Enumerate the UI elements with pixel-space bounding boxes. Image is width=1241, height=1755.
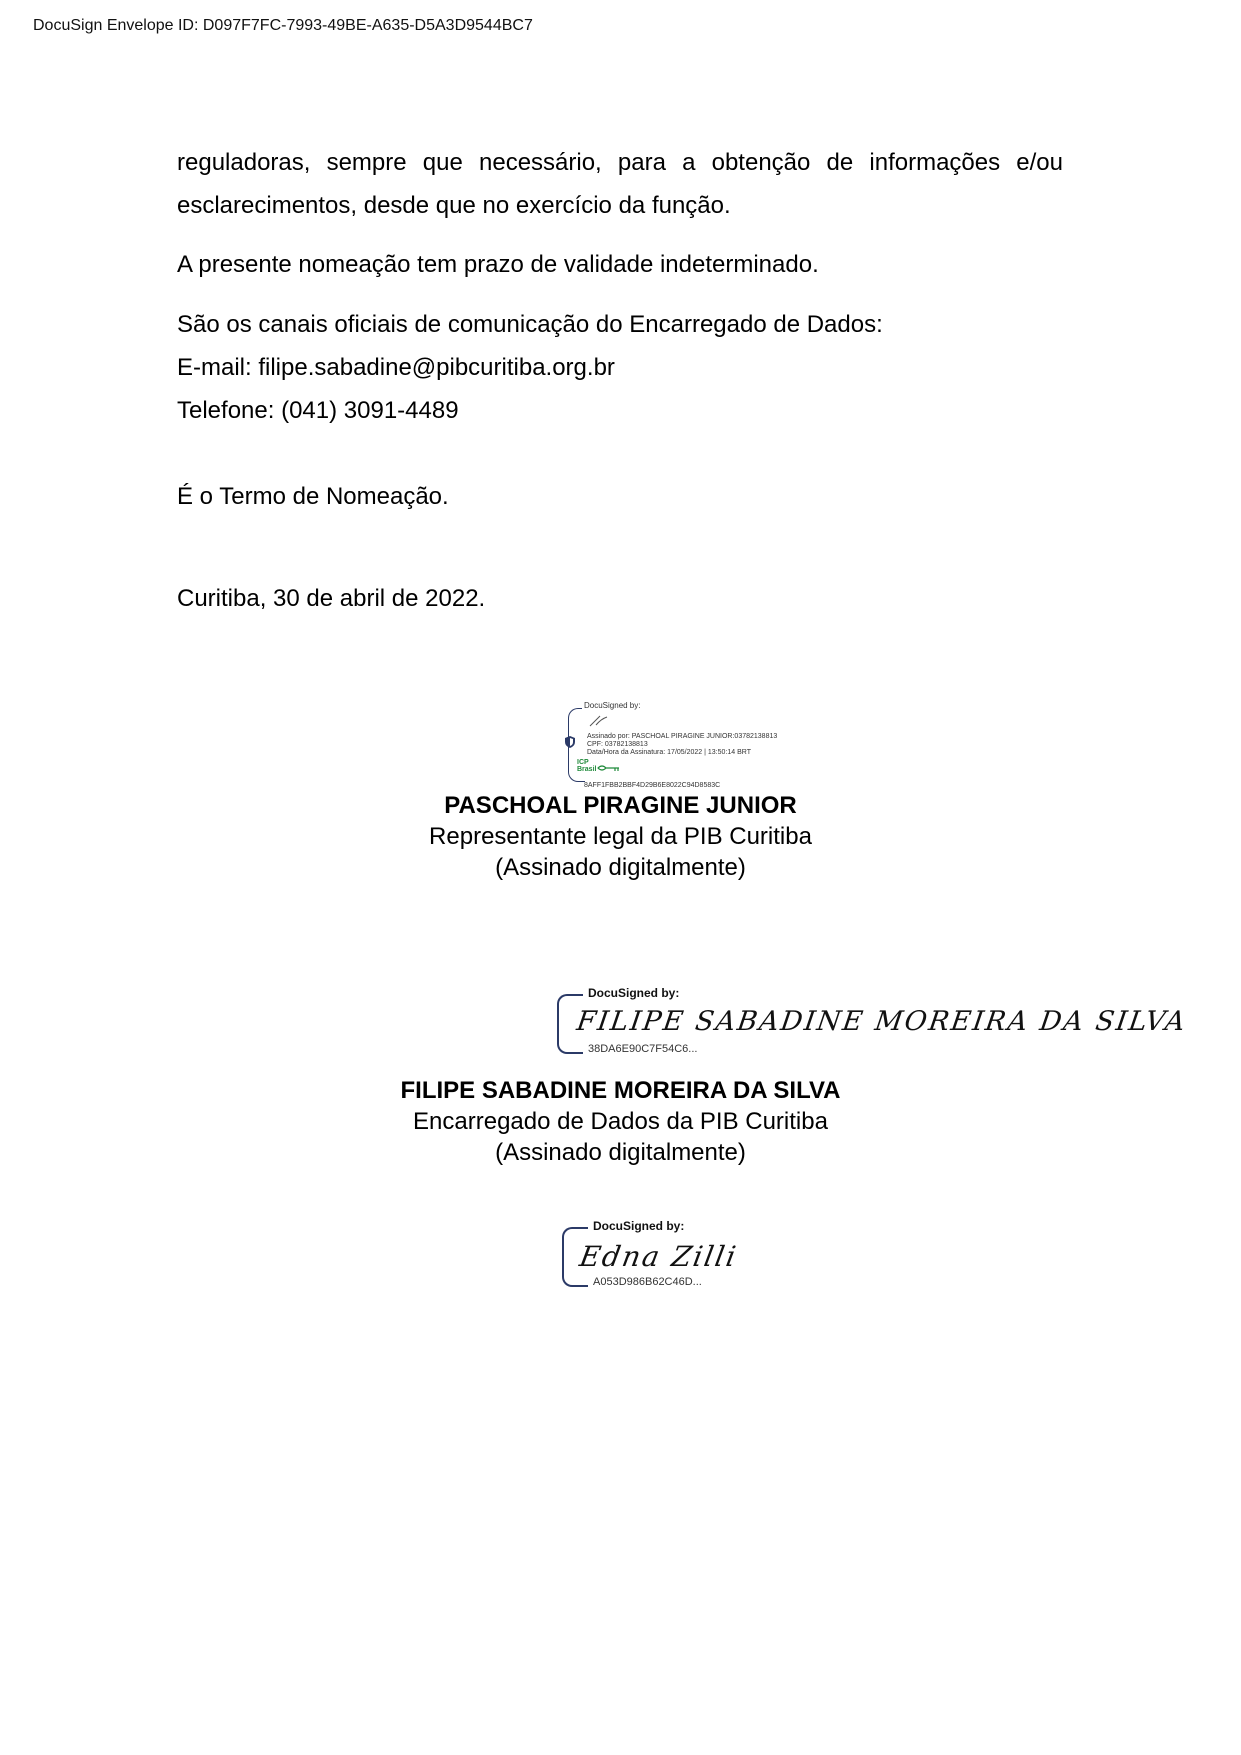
signatory-name: PASCHOAL PIRAGINE JUNIOR <box>444 792 797 819</box>
envelope-id: DocuSign Envelope ID: D097F7FC-7993-49BE-A635-D5A3D9544BC7 <box>33 17 533 34</box>
signatory-note: (Assinado digitalmente) <box>495 854 746 881</box>
signatory-name: FILIPE SABADINE MOREIRA DA SILVA <box>400 1077 841 1104</box>
signatory-paschoal <box>0 790 1241 883</box>
signature-stamp-edna <box>560 1219 760 1289</box>
docusigned-label: DocuSigned by: <box>585 986 682 1000</box>
icp-brasil-logo: ICP Brasil <box>577 759 621 779</box>
docusigned-label: DocuSigned by: <box>590 1219 687 1233</box>
paragraph-validity: A presente nomeação tem prazo de validade indeterminado. <box>177 251 819 278</box>
paragraph-regulators: reguladoras, sempre que necessário, para a obtenção de informações e/ou esclarecimentos, desde que no exercício da função. <box>177 149 1063 219</box>
signature-hash: A053D986B62C46D... <box>590 1276 705 1288</box>
signer-detail: Assinado por: PASCHOAL PIRAGINE JUNIOR:03782138813 <box>587 733 778 740</box>
signatory-role: Encarregado de Dados da PIB Curitiba <box>413 1108 828 1135</box>
shield-icon <box>565 736 575 748</box>
handwritten-signature: FILIPE SABADINE MOREIRA DA SILVA <box>574 1006 1189 1037</box>
pen-icon <box>588 713 610 729</box>
contact-email: E-mail: filipe.sabadine@pibcuritiba.org.br <box>177 354 615 381</box>
signatory-role: Representante legal da PIB Curitiba <box>429 823 812 850</box>
signature-hash: 8AFF1FBB2BBF4D29B6E8022C94D8583C <box>584 782 721 789</box>
signatory-filipe <box>0 1075 1241 1168</box>
signatory-note: (Assinado digitalmente) <box>495 1139 746 1166</box>
closing-statement: É o Termo de Nomeação. <box>177 483 449 510</box>
signature-datetime: Data/Hora da Assinatura: 17/05/2022 | 13:50:14 BRT <box>587 749 751 756</box>
signature-stamp-filipe <box>555 986 1189 1056</box>
signature-hash: 38DA6E90C7F54C6... <box>585 1043 700 1055</box>
docusigned-label: DocuSigned by: <box>584 701 641 710</box>
contact-phone: Telefone: (041) 3091-4489 <box>177 397 459 424</box>
signer-cpf: CPF: 03782138813 <box>587 741 648 748</box>
paragraph-channels: São os canais oficiais de comunicação do Encarregado de Dados: <box>177 311 883 338</box>
date-place: Curitiba, 30 de abril de 2022. <box>177 585 486 612</box>
signature-stamp-icp <box>566 700 806 790</box>
handwritten-signature: Edna Zilli <box>577 1240 741 1273</box>
